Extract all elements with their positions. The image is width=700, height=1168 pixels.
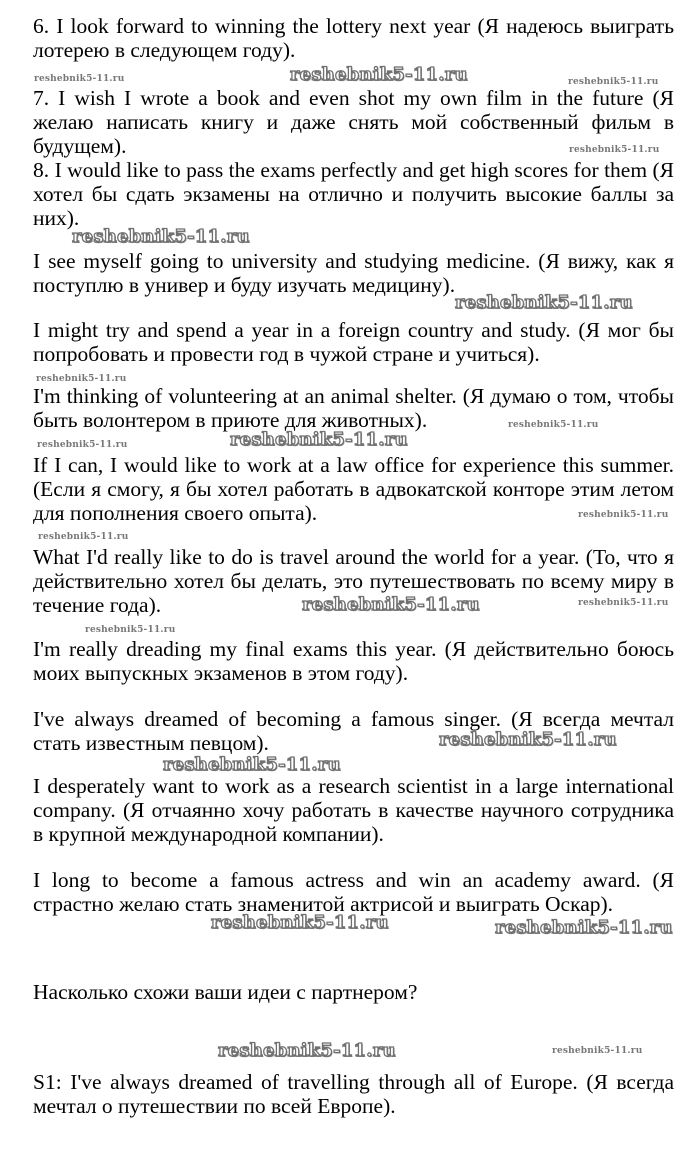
paragraph-actress: I long to become a famous actress and win an academy award. (Я страстно желаю стать знаменитой актрисой и выиграть Оскар).: [33, 868, 674, 916]
paragraph-7: 7. I wish I wrote a book and even shot my own film in the future (Я желаю написать книгу и даже снять мой собственный фильм в будущем).: [33, 86, 674, 158]
watermark: reshebnik5-11.ru: [568, 77, 659, 87]
watermark: reshebnik5-11.ru: [495, 917, 673, 938]
paragraph-volunteering: I'm thinking of volunteering at an animal shelter. (Я думаю о том, чтобы быть волонтером в приюте для животных).: [33, 384, 674, 432]
watermark: reshebnik5-11.ru: [211, 912, 389, 933]
watermark: reshebnik5-11.ru: [302, 594, 480, 615]
watermark: reshebnik5-11.ru: [290, 64, 468, 85]
paragraph-foreign-country: I might try and spend a year in a foreign country and study. (Я мог бы попробовать и провести год в чужой стране и учиться).: [33, 318, 674, 366]
paragraph-travel: What I'd really like to do is travel around the world for a year. (То, что я действительно хотел бы делать, это путешествовать по всему миру в течение года).: [33, 545, 674, 617]
watermark: reshebnik5-11.ru: [455, 292, 633, 313]
paragraph-law-office: If I can, I would like to work at a law office for experience this summer. (Если я смогу, я бы хотел работать в адвокатской конторе этим летом для пополнения своего опыта).: [33, 453, 674, 525]
watermark: reshebnik5-11.ru: [72, 226, 250, 247]
watermark: reshebnik5-11.ru: [34, 74, 125, 84]
watermark: reshebnik5-11.ru: [230, 429, 408, 450]
watermark: reshebnik5-11.ru: [552, 1046, 643, 1056]
paragraph-s1: S1: I've always dreamed of travelling through all of Europe. (Я всегда мечтал о путешествии по всей Европе).: [33, 1070, 674, 1118]
watermark: reshebnik5-11.ru: [37, 440, 128, 450]
watermark: reshebnik5-11.ru: [578, 510, 669, 520]
watermark: reshebnik5-11.ru: [569, 145, 660, 155]
paragraph-university: I see myself going to university and studying medicine. (Я вижу, как я поступлю в универ и буду изучать медицину).: [33, 249, 674, 297]
watermark: reshebnik5-11.ru: [38, 532, 129, 542]
watermark: reshebnik5-11.ru: [439, 729, 617, 750]
watermark: reshebnik5-11.ru: [218, 1040, 396, 1061]
paragraph-8: 8. I would like to pass the exams perfectly and get high scores for them (Я хотел бы сдать экзамены на отлично и получить высокие баллы за них).: [33, 158, 674, 230]
watermark: reshebnik5-11.ru: [36, 374, 127, 384]
watermark: reshebnik5-11.ru: [578, 598, 669, 608]
paragraph-research-scientist: I desperately want to work as a research scientist in a large international company. (Я отчаянно хочу работать в качестве научного сотрудника в крупной международной компании).: [33, 774, 674, 846]
paragraph-singer: I've always dreamed of becoming a famous singer. (Я всегда мечтал стать известным певцом).: [33, 707, 674, 755]
watermark: reshebnik5-11.ru: [508, 420, 599, 430]
paragraph-exams: I'm really dreading my final exams this year. (Я действительно боюсь моих выпускных экзаменов в этом году).: [33, 637, 674, 685]
watermark: reshebnik5-11.ru: [163, 754, 341, 775]
question-heading: Насколько схожи ваши идеи с партнером?: [33, 980, 418, 1004]
paragraph-6: 6. I look forward to winning the lottery next year (Я надеюсь выиграть лотерею в следующем году).: [33, 14, 674, 62]
watermark: reshebnik5-11.ru: [85, 625, 176, 635]
